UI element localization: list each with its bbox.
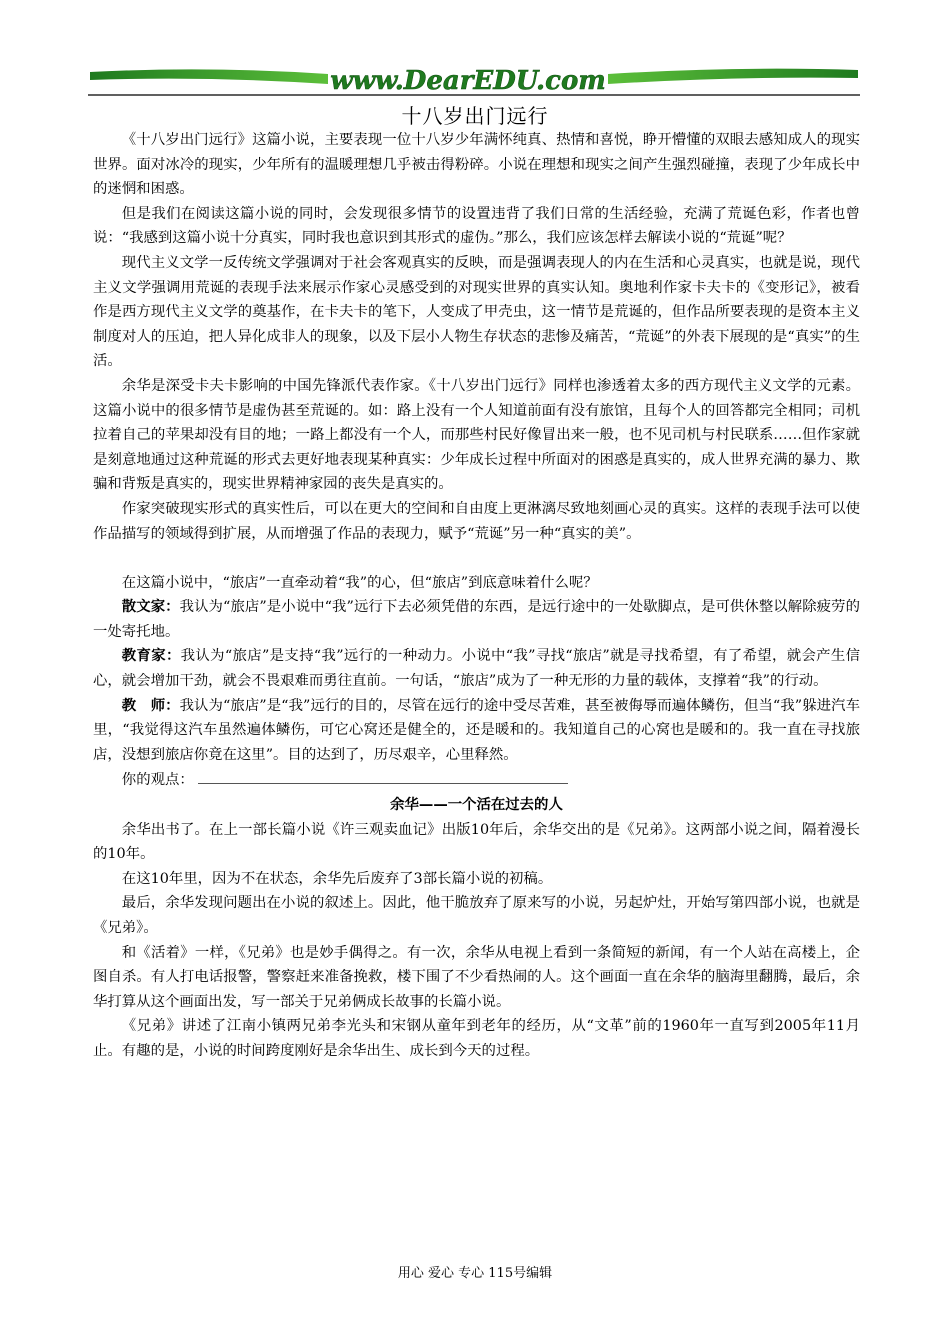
opinion-text: 我认为“旅店”是小说中“我”远行下去必须凭借的东西，是远行途中的一处歇脚点，是可供休整以解除疲劳的一处寄托地。 — [93, 599, 860, 640]
paragraph: 《兄弟》讲述了江南小镇两兄弟李光头和宋钢从童年到老年的经历，从“文革”前的1960年一直写到2005年11月止。有趣的是，小说的时间跨度刚好是余华出生、成长到今天的过程。 — [93, 1018, 860, 1059]
paragraph: 但是我们在阅读这篇小说的同时，会发现很多情节的设置违背了我们日常的生活经验，充满了荒诞色彩，作者也曾说：“我感到这篇小说十分真实，同时我也意识到其形式的虚伪。”那么，我们应该怎样去解读小说的“荒诞”呢？ — [93, 205, 860, 247]
site-header — [88, 60, 860, 98]
opinion-text: 我认为“旅店”是支持“我”远行的一种动力。小说中“我”寻找“旅店”就是寻找希望，有了希望，就会产生信心，就会增加干劲，就会不畏艰难而勇往直前。一句话，“旅店”成为了一种无形的力量的载体，支撑着“我”的行动。 — [93, 648, 860, 690]
opinion-text: 我认为“旅店”是“我”远行的目的，尽管在远行的途中受尽苦难，甚至被侮辱而遍体鳞伤，但当“我”躲进汽车里，“我觉得这汽车虽然遍体鳞伤，可它心窝还是健全的，还是暖和的。我知道自己的心窝也是暖和的。我一直在寻找旅店，没想到旅店你竟在这里”。目的达到了，历尽艰辛，心里释然。 — [93, 697, 860, 763]
paragraph: 在这10年里，因为不在状态，余华先后废弃了3部长篇小说的初稿。 — [121, 870, 553, 887]
section-title: 余华——一个活在过去的人 — [390, 797, 563, 814]
speaker-label: 教 师： — [121, 696, 180, 714]
your-view-row — [93, 767, 860, 793]
document-title: 十八岁出门远行 — [401, 104, 549, 128]
speaker-label: 散文家： — [121, 598, 180, 616]
paragraph: 《十八岁出门远行》这篇小说，主要表现一位十八岁少年满怀纯真、热情和喜悦，睁开懵懂的双眼去感知成人的现实世界。面对冰冷的现实，少年所有的温暖理想几乎被击得粉碎。小说在理想和现实之间产生强烈碰撞，表现了少年成长中的迷惘和困惑。 — [93, 132, 860, 198]
opinion-essayist — [93, 595, 860, 644]
paragraph: 现代主义文学一反传统文学强调对于社会客观真实的反映，而是强调表现人的内在生活和心灵真实，也就是说，现代主义文学强调用荒诞的表现手法来展示作家心灵感受到的对现实世界的真实认知。奥地利作家卡夫卡的《变形记》，被看作是西方现代主义文学的奠基作，在卡夫卡的笔下，人变成了甲壳虫，这一情节是荒诞的，但作品所要表现的是资本主义制度对人的压迫，把人异化成非人的现象，以及下层小人物生存状态的悲惨及痛苦，“荒诞”的外表下展现的是“真实”的生活。 — [93, 254, 860, 370]
paragraph: 作家突破现实形式的真实性后，可以在更大的空间和自由度上更淋漓尽致地刻画心灵的真实。这样的表现手法可以使作品描写的领域得到扩展，从而增强了作品的表现力，赋予“荒诞”另一种“真实的美”。 — [93, 500, 860, 542]
left-swoosh-decoration — [90, 69, 328, 84]
site-logo-text: www.DearEDU.com — [330, 66, 606, 96]
opinion-educator — [93, 644, 860, 693]
paragraph: 最后，余华发现问题出在小说的叙述上。因此，他干脆放弃了原来写的小说，另起炉灶，开始写第四部小说，也就是《兄弟》。 — [93, 895, 860, 936]
right-swoosh-decoration — [608, 69, 858, 84]
speaker-label: 教育家： — [121, 647, 181, 665]
paragraph: 和《活着》一样，《兄弟》也是妙手偶得之。有一次，余华从电视上看到一条简短的新闻，有一个人站在高楼上，企图自杀。有人打电话报警，警察赶来准备挽救，楼下围了不少看热闹的人。这个画面一直在余华的脑海里翻腾，最后，余华打算从这个画面出发，写一部关于兄弟俩成长故事的长篇小说。 — [93, 944, 860, 1010]
paragraph: 余华是深受卡夫卡影响的中国先锋派代表作家。《十八岁出门远行》同样也渗透着太多的西方现代主义文学的元素。这篇小说中的很多情节是虚伪甚至荒诞的。如：路上没有一个人知道前面有没有旅馆，且每个人的回答都完全相同；司机拉着自己的苹果却没有目的地；一路上都没有一个人，而那些村民好像冒出来一般，也不见司机与村民联系……但作家就是刻意地通过这种荒诞的形式去更好地表现某种真实：少年成长过程中所面对的困惑是真实的，成人世界充满的暴力、欺骗和背叛是真实的，现实世界精神家园的丧失是真实的。 — [93, 377, 860, 493]
spacer — [93, 546, 860, 571]
site-logo-banner — [88, 60, 860, 98]
page-footer: 用心 爱心 专心 115号编辑 — [397, 1266, 553, 1281]
document-body — [93, 128, 860, 1064]
your-view-label: 你的观点： — [121, 772, 194, 789]
discussion-question: 在这篇小说中，“旅店”一直牵动着“我”的心，但“旅店”到底意味着什么呢？ — [121, 574, 598, 591]
opinion-teacher — [93, 694, 860, 768]
paragraph: 余华出书了。在上一部长篇小说《许三观卖血记》出版10年后，余华交出的是《兄弟》。这两部小说之间，隔着漫长的10年。 — [93, 821, 860, 863]
your-view-blank[interactable] — [198, 767, 568, 784]
